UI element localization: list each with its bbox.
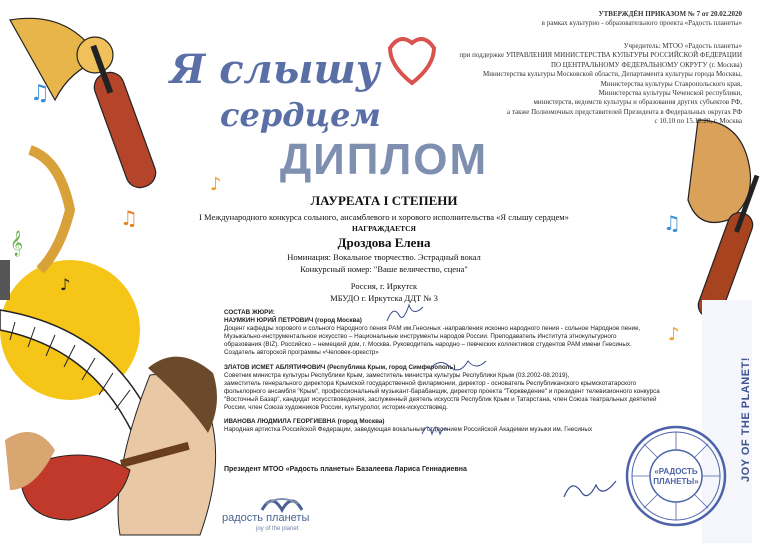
nomination: Номинация: Вокальное творчество. Эстрадный вокал: [287, 252, 481, 262]
approval-line2: в рамках культурно - образовательного проекта «Радость планеты»: [541, 19, 742, 27]
jury-member-line: России, член Союза художников России, культуролог, историк-искусствовед.: [224, 404, 448, 412]
side-banner-text: JOY OF THE PLANET!: [740, 357, 752, 482]
approval-line1: УТВЕРЖДЁН ПРИКАЗОМ № 7 от 20.02.2020: [598, 10, 742, 18]
svg-text:𝄞: 𝄞: [10, 231, 24, 256]
jury-member-line: образования (BIZ). Российско – немецкий дом, г. Москва. Руководитель народно – певческих коллективов студентов РАМ имени Гнесиных.: [224, 341, 632, 349]
founders-line: с 10.10 по 15.12.20, г. Москва: [654, 117, 742, 126]
jury-header: СОСТАВ ЖЮРИ:: [224, 309, 275, 316]
founders-line: министерств, ведомств культуры и образования других субъектов РФ,: [533, 98, 742, 107]
svg-text:♫: ♫: [120, 206, 138, 230]
founders-line: Министерства культуры Ставропольского края,: [600, 79, 742, 88]
stamp-text-line1: «РАДОСТЬ: [654, 467, 698, 476]
founders-line: Министерства культуры Чеченской республики,: [598, 89, 742, 98]
brand-logo: [222, 490, 342, 530]
signature-president: [560, 475, 620, 505]
diploma-degree: ЛАУРЕАТА I СТЕПЕНИ: [310, 193, 458, 208]
school: МБУДО г. Иркутска ДДТ № 3: [330, 293, 438, 303]
jury-member-line: Советник министра культуры Республики Крым, заместитель министра культуры Республики Крым (03.2002-08.2019),: [224, 371, 570, 379]
awardee-name: Дроздова Елена: [337, 235, 431, 250]
signature-ivanova: [420, 418, 450, 440]
founders-line: а также Полномочных представителей Президента в Федеральных округах РФ: [507, 107, 742, 116]
round-seal-stamp: [624, 424, 728, 528]
jury-member-name: ЗЛАТОВ ИСМЕТ АБЛЯТИФОВИЧ (Республика Крым, город Симферополь): [224, 363, 456, 371]
jury-member-line: Музыкально-инструментальное искусство – Национальные инструменты народов России. Преподаватель Института этнокультурного: [224, 333, 617, 341]
stamp-text-line2: ПЛАНЕТЫ»: [653, 477, 699, 486]
jury-member-name: НАУМКИН ЮРИЙ ПЕТРОВИЧ (город Москва): [224, 317, 362, 325]
jury-member-line: Создатель авторской программы «Человек-оркестр»: [224, 349, 379, 357]
founders-line: ПО ЦЕНТРАЛЬНОМУ ФЕДЕРАЛЬНОМУ ОКРУГУ (г. Москва): [550, 60, 742, 69]
svg-text:♪: ♪: [668, 324, 680, 345]
brand-tagline: joy of the planet: [256, 526, 299, 532]
founders-line: Учредитель: МТОО «Радость планеты»: [623, 42, 742, 50]
diploma-title: ДИПЛОМ: [279, 135, 489, 184]
founders-line: при поддержке УПРАВЛЕНИЯ МИНИСТЕРСТВА КУЛЬТУРЫ РОССИЙСКОЙ ФЕДЕРАЦИИ: [459, 51, 742, 60]
signature-naumkin: [385, 303, 425, 325]
jury-member-line: заместитель генерального директора Крымской государственной филармонии, директор - основатель Республиканского крымскотатарского: [224, 379, 637, 387]
svg-text:♫: ♫: [30, 81, 50, 106]
jury-member-line: Доцент кафедры хорового и сольного Народного пения РАМ им.Гнесиных -направления исконно народного пения - сольное Народное пение,: [224, 325, 641, 333]
logo-line1: Я слышу: [170, 46, 380, 93]
president-line: Президент МТОО «Радость планеты» Базалеева Лариса Геннадиевна: [224, 466, 467, 473]
city: Россия, г. Иркутск: [350, 281, 418, 291]
contest-number: Конкурсный номер: "Ваше величество, сцена": [300, 264, 468, 274]
founders-block: [402, 42, 742, 127]
svg-text:♫: ♫: [663, 211, 681, 235]
approval-note: [422, 10, 742, 28]
svg-text:♪: ♪: [210, 174, 222, 195]
awarded-label: НАГРАЖДАЕТСЯ: [352, 224, 416, 233]
jury-member-line: фольклорного ансамбля "Крым", профессиональный музыкант-барабанщик, директор проекта "Тюркведение" и президент телевизионного конкурса: [224, 387, 660, 395]
logo-line2: сердцем: [220, 96, 381, 134]
founders-line: Министерства культуры Московской области, Департамента культуры города Москвы,: [483, 70, 742, 79]
jury-member-line: Народная артистка Российской Федерации, заведующая вокальным отделением Российской Академии музыки им. Гнесиных: [224, 426, 593, 434]
brand-name: радость планеты: [222, 512, 310, 524]
contest-name: I Международного конкурса сольного, ансамблевого и хорового исполнительства «Я слышу сердцем»: [199, 212, 569, 222]
jury-member-name: ИВАНОВА ЛЮДМИЛА ГЕОРГИЕВНА (город Москва): [224, 418, 385, 426]
signature-zlatov: [428, 355, 488, 377]
svg-text:♪: ♪: [60, 275, 71, 294]
jury-member: [224, 317, 724, 357]
jury-member-line: "Восточный Базар", кандидат искусствоведения, заслуженный деятель искусств Республик Крым и Татарстана, член Союза театральных деятелей: [224, 395, 657, 403]
